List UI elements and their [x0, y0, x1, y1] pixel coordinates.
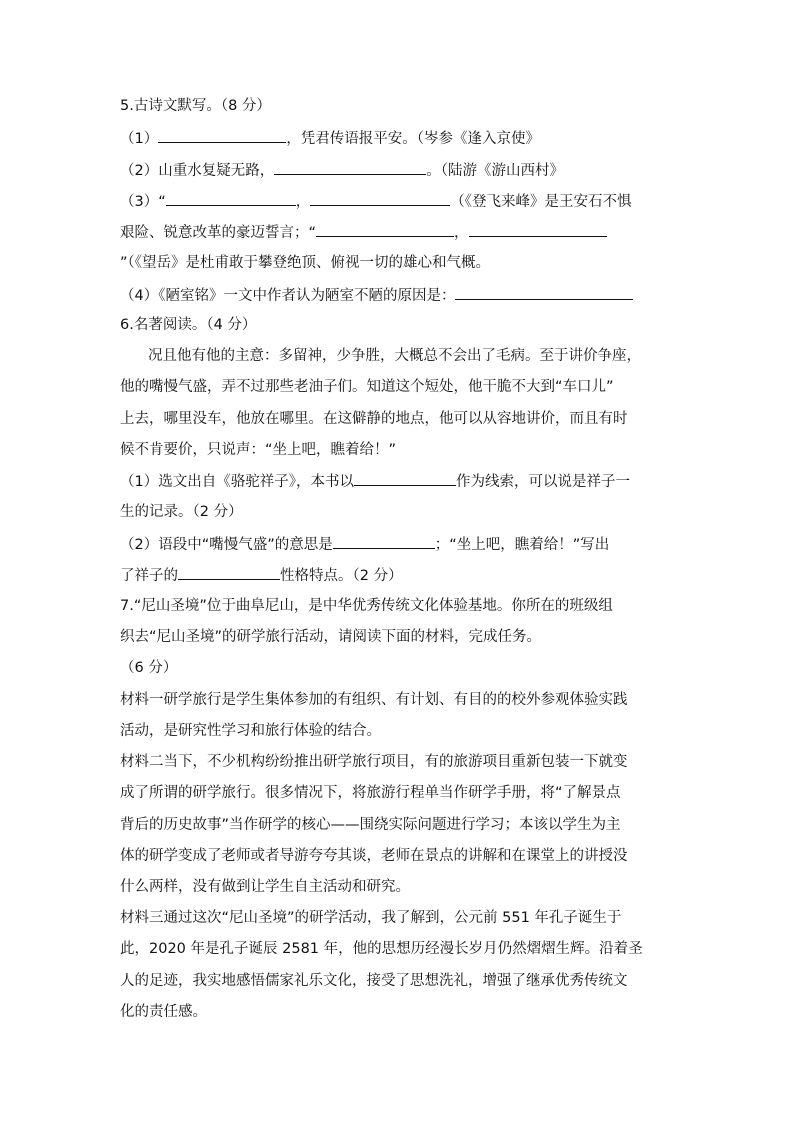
q5-l3-prefix: （3）“ — [120, 194, 166, 210]
q6-sub1-line-2: 生的记录。（2 分） — [120, 504, 243, 520]
answer-blank-4a[interactable] — [316, 222, 454, 237]
q5-l2-prefix: （2）山重水复疑无路， — [120, 163, 275, 179]
material-3-line-4: 化的责任感。 — [120, 1004, 207, 1020]
q5-title: 5.古诗文默写。（8 分） — [120, 98, 271, 114]
q6-sub2-prefix: （2）语段中“嘴慢气盛”的意思是 — [120, 537, 333, 553]
answer-blank-2[interactable] — [274, 160, 426, 175]
q5-line-6 — [120, 285, 633, 306]
q7-intro-line-1: 7.“尼山圣境”位于曲阜尼山，是中华优秀传统文化体验基地。你所在的班级组 — [120, 598, 613, 614]
q6-passage-line-4: 候不肯要价，只说声：“坐上吧，瞧着给！” — [120, 442, 397, 458]
q5-l2-text: 。（陆游《游山西村》 — [426, 163, 564, 179]
q6-sub2-l2-prefix: 了祥子的 — [120, 568, 178, 584]
material-2-line-5: 什么两样，没有做到让学生自主活动和研究。 — [120, 879, 410, 895]
q6-sub2-line-2 — [120, 565, 403, 586]
material-3-line-2: 此，2020 年是孔子诞辰 2581 年，他的思想历经漫长岁月仍然熠熠生辉。沿着圣 — [120, 941, 643, 957]
answer-blank-3a[interactable] — [166, 191, 296, 206]
material-2-line-3: 背后的历史故事”当作研学的核心——围绕实际问题进行学习；本该以学生为主 — [120, 817, 621, 833]
material-3-line-3: 人的足迹，我实地感悟儒家礼乐文化，接受了思想洗礼，增强了继承优秀传统文 — [120, 973, 628, 989]
q6-sub1-line-1 — [120, 471, 630, 492]
q6-passage-line-3: 上去，哪里没车，他放在哪里。在这僻静的地点，他可以从容地讲价，而且有时 — [120, 411, 628, 427]
q5-line-4 — [120, 222, 607, 243]
answer-blank-1[interactable] — [158, 128, 286, 143]
q6-passage-line-2: 他的嘴慢气盛，弄不过那些老油子们。知道这个短处，他干脆不大到“车口儿” — [120, 379, 614, 395]
material-2-line-2: 成了所谓的研学旅行。很多情况下，将旅游行程单当作研学手册，将“了解景点 — [120, 785, 621, 801]
q5-l4-prefix: 艰险、锐意改革的豪迈誓言；“ — [120, 225, 317, 241]
answer-blank-3b[interactable] — [310, 191, 450, 206]
q6-sub2-line-1 — [120, 534, 609, 555]
q6-passage-line-1: 况且他有他的主意：多留神，少争胜，大概总不会出了毛病。至于讲价争座， — [148, 348, 641, 364]
q5-l3-text: （《登飞来峰》是王安石不惧 — [450, 194, 632, 210]
q5-l6-prefix: （4）《陋室铭》一文中作者认为陋室不陋的原因是： — [120, 288, 456, 304]
q5-line-3 — [120, 191, 632, 212]
material-3-line-1: 材料三通过这次“尼山圣境”的研学活动，我了解到，公元前 551 年孔子诞生于 — [120, 910, 622, 926]
q6-sub1-prefix: （1）选文出自《骆驼祥子》，本书以 — [120, 474, 354, 490]
answer-blank-8[interactable] — [178, 565, 280, 580]
material-2-line-4: 体的研学变成了老师或者导游夸夸其谈，老师在景点的讲解和在课堂上的讲授没 — [120, 848, 628, 864]
material-1-line-1: 材料一研学旅行是学生集体参加的有组织、有计划、有目的的校外参观体验实践 — [120, 692, 628, 708]
q5-line-2 — [120, 160, 564, 181]
answer-blank-6[interactable] — [354, 471, 456, 486]
q6-title: 6.名著阅读。（4 分） — [120, 317, 257, 333]
q5-l1-prefix: （1） — [120, 131, 159, 147]
q5-l4-comma: ， — [454, 225, 469, 241]
answer-blank-4b[interactable] — [469, 222, 607, 237]
q5-line-1 — [120, 128, 540, 149]
q6-sub2-l2-text: 性格特点。（2 分） — [280, 568, 403, 584]
material-2-line-1: 材料二当下，不少机构纷纷推出研学旅行项目，有的旅游项目重新包装一下就变 — [120, 754, 628, 770]
q7-points: （6 分） — [120, 660, 178, 676]
answer-blank-7[interactable] — [333, 534, 435, 549]
q5-l3-comma: ， — [295, 194, 311, 210]
q5-l1-text: ，凭君传语报平安。（岑参《逢入京使》 — [286, 131, 540, 147]
material-1-line-2: 活动，是研究性学习和旅行体验的结合。 — [120, 723, 381, 739]
answer-blank-5[interactable] — [455, 285, 633, 300]
q7-intro-line-2: 织去“尼山圣境”的研学旅行活动，请阅读下面的材料，完成任务。 — [120, 629, 542, 645]
q6-sub2-text: ；“坐上吧，瞧着给！”写出 — [434, 537, 610, 553]
q6-sub1-text: 作为线索，可以说是祥子一 — [455, 474, 630, 490]
q5-line-5: ”（《望岳》是杜甫敢于攀登绝顶、俯视一切的雄心和气概。 — [120, 255, 491, 271]
